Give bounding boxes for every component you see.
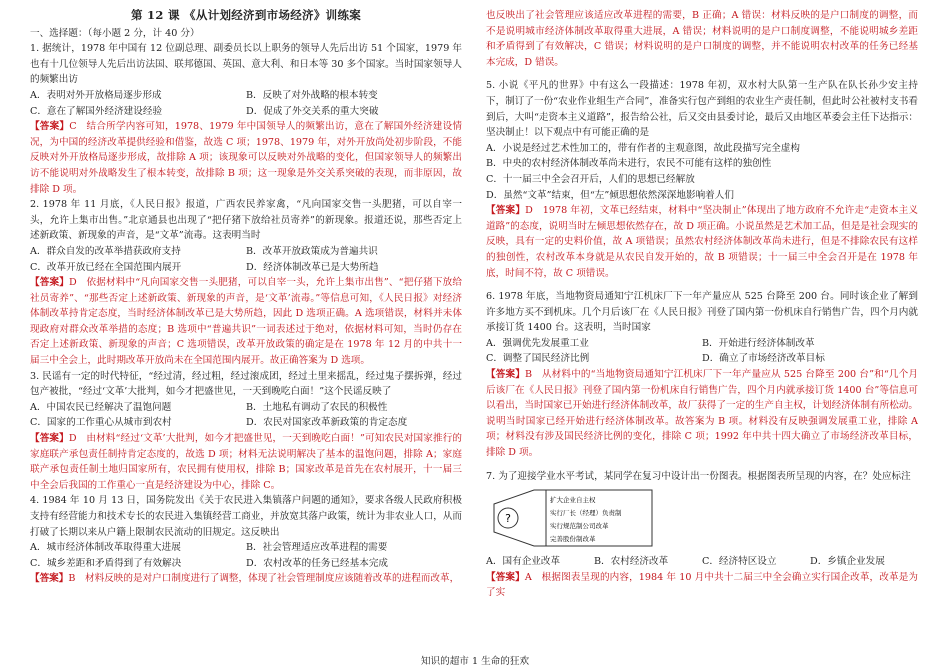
diagram-item-3: 实行规范制公司改革: [550, 522, 609, 531]
option-d: D．确立了市场经济改革目标: [702, 353, 825, 365]
question-1: [30, 41, 462, 197]
answer-label: 【答案】: [30, 433, 69, 445]
diagram-question-mark: ?: [505, 512, 511, 526]
page-footer: 知识的超市 1 生命的狂欢: [420, 656, 530, 667]
option-c: C．经济特区设立: [702, 556, 777, 568]
option-a: A．群众自发的改革举措获政府支持: [30, 245, 181, 257]
option-a: A．小说是经过艺术性加工的，带有作者的主观意图，故此段描写完全虚构: [486, 142, 800, 154]
question-text: 2. 1978 年 11 月底，《人民日报》报道，广西农民养家禽，“凡向国家交售一头肥猪，可以自宰一头，允许上集市出售。”北京通县也出现了“把仔猪下放给社员寄养”的新现象。报道还说，那些否定上述新政策、新现象的声音，是“文革”流毒。这表明当时: [30, 199, 462, 242]
option-a: A．强调优先发展重工业: [486, 337, 589, 349]
answer-text: C 结合所学内容可知，1978、1979 年中国领导人的频繁出访，意在了解国外经济建设情况，为中国的经济改革提供经验和借鉴，故选 C 项；1978、1979 年，对外开放尚处初步阶段，不能反映对外开放格局逐步形成，故排除 A 项；该现象可以反映对外战略的变化，但国家领导人的频繁出访不能说明对外战略发生了根本转变，故排除 B 项；这一现象是外交关系突破的表现，而非原因，故排除 D 项。: [30, 121, 462, 195]
answer-text: D 由材料“经过‘文革’大批判，如今才把盛世见，一天到晚吃白面！”可知农民对国家推行的家庭联产承包责任制持肯定态度的，故选 D 项；材料无法说明解决了基本的温饱问题，排除 A；家庭联产承包责任制土地归国家所有，农民拥有使用权，排除 B；国家改革是首先在农村展开，十一届三中全会后我国的工作重心一直是经济建设为中心，排除 C。: [30, 433, 462, 491]
option-c: C．十一届三中全会召开后，人们的思想已经解放: [486, 173, 695, 185]
option-d: D．促成了外交关系的重大突破: [246, 105, 379, 117]
answer-text: D 1978 年初，文革已经结束，材料中“坚决制止”体现出了地方政府不允许走“走资本主义道路”的态度，说明当时左倾思想依然存在，故 D 项正确。小说虽然是艺术加工品，但是是社会现实的反映，具有一定的史料价值，故 A 项错误；虽然农村经济体制改革尚未进行，但是不排除农民有这样的独创性，农村改革本身就是从农民自发开始的，故 B 项错误；十一届三中全会召开是在 1978 年底，时间不符，故 C 项错误。: [486, 205, 919, 279]
option-d: D．乡镇企业发展: [810, 556, 885, 568]
option-d: D．农民对国家改革新政策的肯定态度: [246, 417, 408, 429]
option-c: C．城乡差距和矛盾得到了有效解决: [30, 557, 182, 569]
options: [30, 400, 462, 431]
answer-text: B 材料反映的是对户口制度进行了调整，体现了社会管理制度应该随着改革的进程而改革，: [68, 573, 460, 585]
diagram-item-1: 扩大企业自主权: [550, 496, 596, 505]
question-6: [486, 289, 918, 461]
answer-label: 【答案】: [486, 571, 525, 583]
option-a: A．城市经济体制改革取得重大进展: [30, 542, 181, 554]
option-b: B．中央的农村经济体制改革尚未进行，农民不可能有这样的独创性: [486, 158, 772, 170]
answer-label: 【答案】: [30, 121, 70, 133]
answer-label: 【答案】: [30, 277, 69, 289]
answer: [30, 119, 462, 197]
options: [486, 554, 918, 570]
answer-text: B 从材料中的“当地物资局通知宁江机床厂下一年产量应从 525 台降至 200 台”和“几个月后该厂在《人民日报》刊登了国内第一份机床自行销售广告，四个月内就承接订货 1400 台”等信息可以看出，当时国家已开始进行经济体制改革，故厂获得了一定的生产自主权，计划经济体制有所松动。说明当时国家已经开始进行经济体制改革。故答案为 B 项。材料没有反映强调发展重工业，排除 A 项；材料没有涉及国民经济比例的变化，排除 C 项；1992 年中共十四大确立了市场经济改革目标，排除 D 项。: [486, 369, 918, 459]
left-column: [30, 8, 462, 587]
option-a: A．中国农民已经解决了温饱问题: [30, 401, 172, 413]
option-b: B．社会管理适应改革进程的需要: [246, 542, 388, 554]
review-diagram: [486, 486, 918, 550]
option-b: B．改革开放政策成为普遍共识: [246, 245, 378, 257]
option-b: B．开始进行经济体制改革: [702, 337, 815, 349]
option-d: D．农村改革的任务已经基本完成: [246, 557, 389, 569]
option-b: B．农村经济改革: [594, 556, 669, 568]
options: [30, 88, 462, 119]
question-text: 7. 为了迎接学业水平考试，某同学在复习中设计出一份图表。根据图表所呈现的内容，在？处应标注: [486, 470, 911, 482]
diagram-graphic: [486, 486, 666, 550]
question-text: 6. 1978 年底，当地物资局通知宁江机床厂下一年产量应从 525 台降至 200 台。同时该企业了解到许多地方买不到机床。几个月后该厂在《人民日报》刊登了国内第一份机床自行销售广告，四个月内就承接订货 1400 台。这表明，当时国家: [486, 291, 918, 334]
answer: [30, 431, 462, 493]
question-text: 4. 1984 年 10 月 13 日，国务院发出《关于农民进入集镇落户问题的通知》，要求各级人民政府积极支持有经营能力和技术专长的农民进入集镇经营工商业，并放宽其落户政策，统计为非农业人口，从而打破了长期以来从户籍上限制农民流动的旧规定。这反映出: [30, 495, 462, 538]
option-d: D．经济体制改革已是大势所趋: [246, 261, 379, 273]
option-c: C．调整了国民经济比例: [486, 353, 590, 365]
options: [30, 540, 462, 571]
answer-label: 【答案】: [30, 573, 69, 585]
option-a: A．表明对外开放格局逐步形成: [30, 89, 162, 101]
answer-text: D 依据材料中“凡向国家交售一头肥猪，可以自宰一头，允许上集市出售”、“把仔猪下放给社员寄养”、“那些否定上述新政策、新现象的声音，是‘文革’流毒。”等信息可知，《人民日报》对经济体制改革持肯定态度，当时经济体制改革已是大势所趋，因此 D 选项正确。A 选项错误，材料并未体现政府对群众改革举措的态度；B 选项中“普遍共识”一词表述过于绝对，依据材料可知，当时仍存在否定上述新政策、新现象的声音；C 选项错误，改革开放政策的确定是在 1978 年 12 月的中共十一届三中全会上，此时期改革开放尚未在全国范围内展开。故正确答案为 D 选项。: [30, 277, 463, 367]
answer: [486, 367, 918, 461]
diagram-item-4: 完善股份制改革: [550, 535, 596, 544]
page-title: 第 12 课 《从计划经济到市场经济》训练案: [130, 8, 362, 22]
option-b: B．土地私有调动了农民的积极性: [246, 401, 388, 413]
option-c: C．改革开放已经在全国范围内展开: [30, 261, 182, 273]
question-4: [30, 493, 462, 587]
question-5: [486, 78, 918, 281]
section-heading: 一、选择题：（每小题 2 分，计 40 分）: [30, 27, 200, 39]
answer: [486, 570, 918, 601]
right-column: [486, 8, 918, 601]
answer: [486, 203, 918, 281]
question-text: 1. 据统计，1978 年中国有 12 位副总理、副委员长以上职务的领导人先后出访 51 个国家，1979 年也有十几位领导人先后出访法国、联邦德国、英国、意大利、和日本等 30 多个国家。当时国家领导人的频繁出访: [30, 43, 462, 86]
question-3: [30, 369, 462, 494]
question-7: [486, 469, 918, 601]
options: [30, 244, 462, 275]
answer-label: 【答案】: [486, 205, 526, 217]
answer-text: A 根据图表呈现的内容，1984 年 10 月中共十二届三中全会确立实行国企改革，改革是为了实: [486, 571, 919, 599]
answer: [30, 571, 462, 587]
option-b: B．反映了对外战略的根本转变: [246, 89, 378, 101]
answer-label: 【答案】: [486, 369, 525, 381]
diagram-item-2: 实行厂长（经理）负责制: [550, 509, 622, 518]
option-a: A．国有企业改革: [486, 556, 561, 568]
answer-continuation: 也反映出了社会管理应该适应改革进程的需要，B 正确；A 错误：材料反映的是户口制度的调整，而不是说明城市经济体制改革取得重大进展，A 错误；材料说明的是户口制度调整，不能说明城乡差距和矛盾得到了有效解决，C 错误；材料说明的是户口制度的调整，并不能说明农村改革的任务已经基本完成，D 错误。: [486, 10, 918, 68]
options: [486, 336, 918, 367]
option-c: C．意在了解国外经济建设经验: [30, 105, 163, 117]
question-text: 3. 民谣有一定的时代特征，“经过清，经过粗，经过滚成团，经过土里来摇乱，经过鬼子摆拆弹，经过包产被批，“经过‘文革’大批判，如今才把盛世见，一天到晚吃白面！”这个民谣反映了: [30, 370, 462, 398]
answer: [30, 275, 462, 369]
option-d: D．虽然“文革”结束，但“左”倾思想依然深深地影响着人们: [486, 189, 734, 201]
question-2: [30, 197, 462, 369]
question-text: 5. 小说《平凡的世界》中有这么一段描述：1978 年初，双水村大队第一生产队在队长孙少安主持下，制订了一份“农业作业组生产合同”，准备实行包产到组的农业生产责任制，但此时公社被村支书看到后，大叫“走资本主义道路”，报告给公社，后又交由县委讨论，最后又由地区革委会主任下达指示：坚决制止！以下观点中有可能正确的是: [486, 80, 918, 139]
option-c: C．国家的工作重心从城市到农村: [30, 417, 172, 429]
